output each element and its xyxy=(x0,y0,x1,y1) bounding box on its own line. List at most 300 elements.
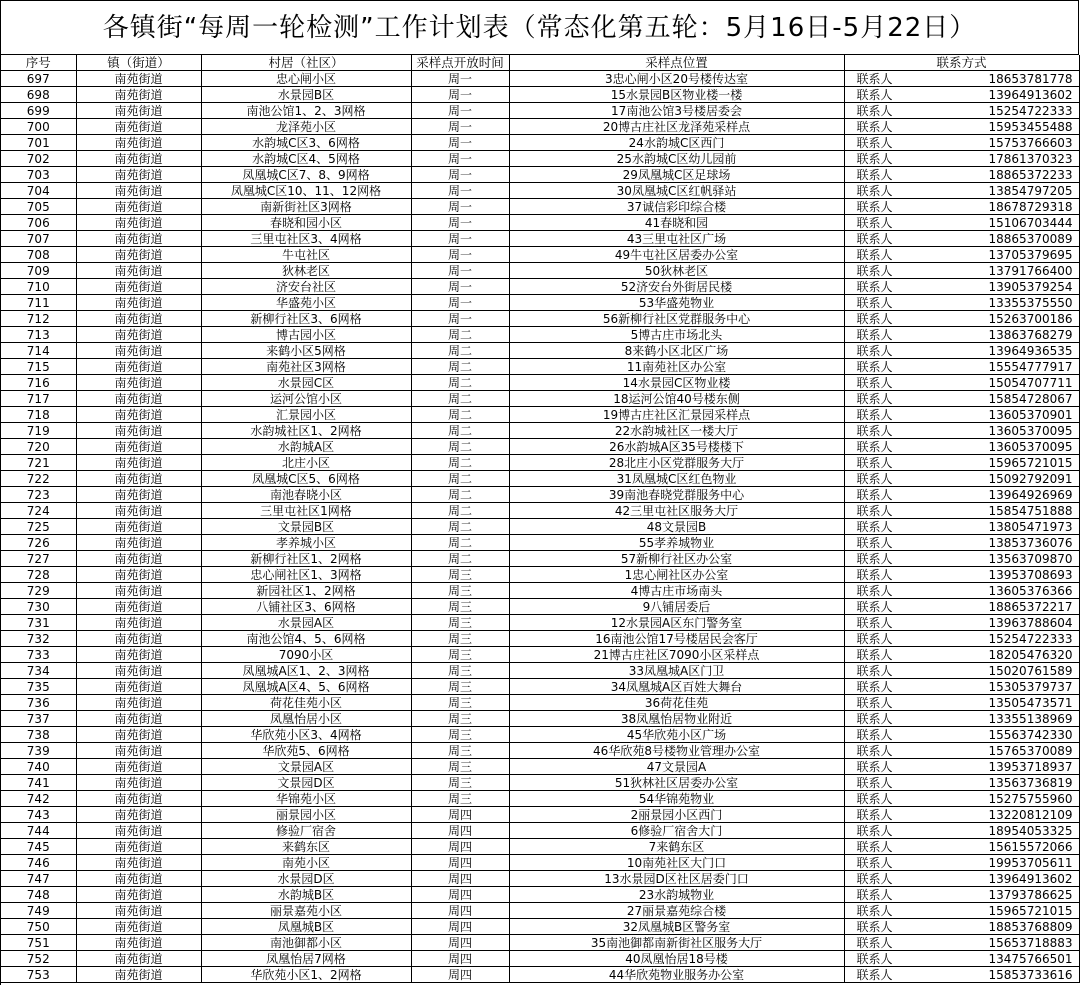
cell-community: 南新街社区3网格 xyxy=(201,199,411,215)
cell-contact xyxy=(844,439,1079,455)
cell-time: 周四 xyxy=(411,919,509,935)
cell-community: 运河公馆小区 xyxy=(201,391,411,407)
contact-person-label: 联系人 xyxy=(856,391,893,406)
contact-wrap xyxy=(845,696,1079,710)
cell-time: 周二 xyxy=(411,343,509,359)
table-row xyxy=(1,359,1079,375)
cell-community: 凤凰城A区4、5、6网格 xyxy=(201,679,411,695)
cell-town: 南苑街道 xyxy=(76,327,201,343)
cell-location: 41春晓和园 xyxy=(509,215,844,231)
cell-location: 1忠心闸社区办公室 xyxy=(509,567,844,583)
cell-time: 周四 xyxy=(411,903,509,919)
cell-contact xyxy=(844,359,1079,375)
table-row xyxy=(1,439,1079,455)
contact-person-label: 联系人 xyxy=(856,119,893,134)
cell-location: 23水韵城物业 xyxy=(509,887,844,903)
cell-seq: 712 xyxy=(1,311,76,327)
contact-person-label: 联系人 xyxy=(856,263,893,278)
cell-location: 29凤凰城C区足球场 xyxy=(509,167,844,183)
cell-town: 南苑街道 xyxy=(76,935,201,951)
cell-community: 济安台社区 xyxy=(201,279,411,295)
cell-seq: 703 xyxy=(1,167,76,183)
cell-time: 周三 xyxy=(411,679,509,695)
cell-contact xyxy=(844,503,1079,519)
cell-contact xyxy=(844,199,1079,215)
contact-wrap xyxy=(845,872,1079,886)
contact-wrap xyxy=(845,360,1079,374)
contact-phone: 18853768809 xyxy=(988,919,1073,934)
contact-wrap xyxy=(845,632,1079,646)
cell-seq: 752 xyxy=(1,951,76,967)
contact-person-label: 联系人 xyxy=(856,583,893,598)
cell-time: 周四 xyxy=(411,967,509,983)
table-row xyxy=(1,311,1079,327)
cell-location: 28北庄小区党群服务大厅 xyxy=(509,455,844,471)
cell-seq: 743 xyxy=(1,807,76,823)
cell-town: 南苑街道 xyxy=(76,455,201,471)
cell-time: 周二 xyxy=(411,375,509,391)
contact-phone: 13355138969 xyxy=(988,711,1073,726)
cell-seq: 713 xyxy=(1,327,76,343)
table-row xyxy=(1,535,1079,551)
table-row xyxy=(1,583,1079,599)
contact-person-label: 联系人 xyxy=(856,823,893,838)
table-row xyxy=(1,551,1079,567)
contact-person-label: 联系人 xyxy=(856,599,893,614)
contact-phone: 15765370089 xyxy=(988,743,1073,758)
cell-contact xyxy=(844,167,1079,183)
cell-contact xyxy=(844,519,1079,535)
cell-contact xyxy=(844,759,1079,775)
contact-wrap xyxy=(845,440,1079,454)
cell-location: 14水景园C区物业楼 xyxy=(509,375,844,391)
cell-contact xyxy=(844,807,1079,823)
cell-community: 三里屯社区1网格 xyxy=(201,503,411,519)
contact-wrap xyxy=(845,248,1079,262)
cell-community: 水韵城C区4、5网格 xyxy=(201,151,411,167)
table-row xyxy=(1,375,1079,391)
contact-wrap xyxy=(845,104,1079,118)
table-row xyxy=(1,695,1079,711)
cell-time: 周一 xyxy=(411,103,509,119)
cell-contact xyxy=(844,695,1079,711)
cell-town: 南苑街道 xyxy=(76,343,201,359)
table-row xyxy=(1,615,1079,631)
contact-person-label: 联系人 xyxy=(856,279,893,294)
contact-phone: 13964913602 xyxy=(988,87,1073,102)
cell-location: 50狄林老区 xyxy=(509,263,844,279)
cell-town: 南苑街道 xyxy=(76,199,201,215)
cell-contact xyxy=(844,487,1079,503)
cell-time: 周二 xyxy=(411,455,509,471)
cell-contact xyxy=(844,647,1079,663)
cell-time: 周一 xyxy=(411,71,509,87)
contact-phone: 15853733616 xyxy=(988,967,1073,982)
contact-wrap xyxy=(845,408,1079,422)
table-row xyxy=(1,775,1079,791)
contact-person-label: 联系人 xyxy=(856,919,893,934)
table-row xyxy=(1,151,1079,167)
cell-location: 19博古庄社区汇景园采样点 xyxy=(509,407,844,423)
contact-person-label: 联系人 xyxy=(856,359,893,374)
contact-wrap xyxy=(845,296,1079,310)
contact-wrap xyxy=(845,680,1079,694)
table-row xyxy=(1,727,1079,743)
cell-location: 31凤凰城C区红色物业 xyxy=(509,471,844,487)
cell-town: 南苑街道 xyxy=(76,551,201,567)
contact-phone: 13475766501 xyxy=(988,951,1073,966)
contact-wrap xyxy=(845,920,1079,934)
cell-location: 8来鹤小区北区广场 xyxy=(509,343,844,359)
cell-contact xyxy=(844,951,1079,967)
cell-community: 新柳行社区1、2网格 xyxy=(201,551,411,567)
cell-contact xyxy=(844,103,1079,119)
cell-time: 周二 xyxy=(411,423,509,439)
cell-time: 周一 xyxy=(411,135,509,151)
cell-town: 南苑街道 xyxy=(76,263,201,279)
contact-person-label: 联系人 xyxy=(856,663,893,678)
table-row xyxy=(1,279,1079,295)
cell-location: 22水韵城社区一楼大厅 xyxy=(509,423,844,439)
cell-seq: 733 xyxy=(1,647,76,663)
contact-person-label: 联系人 xyxy=(856,407,893,422)
contact-wrap xyxy=(845,168,1079,182)
cell-town: 南苑街道 xyxy=(76,631,201,647)
cell-seq: 725 xyxy=(1,519,76,535)
cell-time: 周四 xyxy=(411,807,509,823)
contact-person-label: 联系人 xyxy=(856,135,893,150)
cell-location: 27丽景嘉苑综合楼 xyxy=(509,903,844,919)
header-community: 村居（社区） xyxy=(201,55,411,71)
cell-time: 周四 xyxy=(411,823,509,839)
cell-time: 周三 xyxy=(411,599,509,615)
table-row xyxy=(1,391,1079,407)
contact-wrap xyxy=(845,216,1079,230)
cell-time: 周一 xyxy=(411,247,509,263)
contact-wrap xyxy=(845,184,1079,198)
cell-location: 9八铺居委后 xyxy=(509,599,844,615)
cell-location: 15水景园B区物业楼一楼 xyxy=(509,87,844,103)
contact-person-label: 联系人 xyxy=(856,535,893,550)
cell-town: 南苑街道 xyxy=(76,151,201,167)
header-seq: 序号 xyxy=(1,55,76,71)
contact-person-label: 联系人 xyxy=(856,87,893,102)
contact-wrap xyxy=(845,136,1079,150)
cell-community: 来鹤东区 xyxy=(201,839,411,855)
cell-contact xyxy=(844,823,1079,839)
cell-town: 南苑街道 xyxy=(76,423,201,439)
cell-seq: 717 xyxy=(1,391,76,407)
cell-time: 周三 xyxy=(411,695,509,711)
cell-location: 37诚信彩印综合楼 xyxy=(509,199,844,215)
cell-location: 43三里屯社区广场 xyxy=(509,231,844,247)
header-contact: 联系方式 xyxy=(844,55,1079,71)
contact-person-label: 联系人 xyxy=(856,551,893,566)
contact-person-label: 联系人 xyxy=(856,647,893,662)
cell-time: 周三 xyxy=(411,663,509,679)
cell-contact xyxy=(844,231,1079,247)
cell-community: 文景园B区 xyxy=(201,519,411,535)
cell-community: 华欣苑小区1、2网格 xyxy=(201,967,411,983)
cell-town: 南苑街道 xyxy=(76,439,201,455)
cell-seq: 746 xyxy=(1,855,76,871)
cell-contact xyxy=(844,839,1079,855)
cell-time: 周一 xyxy=(411,311,509,327)
cell-seq: 731 xyxy=(1,615,76,631)
cell-location: 13水景园D区社区居委门口 xyxy=(509,871,844,887)
cell-seq: 730 xyxy=(1,599,76,615)
contact-phone: 13953708693 xyxy=(988,567,1073,582)
cell-location: 10南苑社区大门口 xyxy=(509,855,844,871)
table-row xyxy=(1,263,1079,279)
cell-town: 南苑街道 xyxy=(76,711,201,727)
cell-town: 南苑街道 xyxy=(76,215,201,231)
contact-phone: 13705379695 xyxy=(988,247,1073,262)
contact-person-label: 联系人 xyxy=(856,855,893,870)
cell-contact xyxy=(844,295,1079,311)
cell-seq: 748 xyxy=(1,887,76,903)
cell-community: 凤凰怡居小区 xyxy=(201,711,411,727)
cell-seq: 737 xyxy=(1,711,76,727)
cell-location: 36荷花佳苑 xyxy=(509,695,844,711)
table-row xyxy=(1,199,1079,215)
cell-town: 南苑街道 xyxy=(76,103,201,119)
cell-seq: 699 xyxy=(1,103,76,119)
cell-location: 2丽景园小区西门 xyxy=(509,807,844,823)
table-row xyxy=(1,247,1079,263)
cell-location: 34凤凰城A区百姓大舞台 xyxy=(509,679,844,695)
cell-time: 周二 xyxy=(411,407,509,423)
cell-location: 45华欣苑小区广场 xyxy=(509,727,844,743)
table-row xyxy=(1,327,1079,343)
cell-time: 周四 xyxy=(411,871,509,887)
contact-person-label: 联系人 xyxy=(856,695,893,710)
cell-community: 华锦苑小区 xyxy=(201,791,411,807)
cell-time: 周二 xyxy=(411,327,509,343)
table-row xyxy=(1,855,1079,871)
cell-seq: 747 xyxy=(1,871,76,887)
contact-person-label: 联系人 xyxy=(856,775,893,790)
cell-town: 南苑街道 xyxy=(76,295,201,311)
contact-phone: 15092792091 xyxy=(988,471,1073,486)
contact-phone: 18954053325 xyxy=(988,823,1073,838)
contact-wrap xyxy=(845,600,1079,614)
cell-location: 49牛屯社区居委办公室 xyxy=(509,247,844,263)
cell-location: 51狄林社区居委办公室 xyxy=(509,775,844,791)
cell-seq: 753 xyxy=(1,967,76,983)
cell-seq: 749 xyxy=(1,903,76,919)
cell-time: 周二 xyxy=(411,439,509,455)
contact-person-label: 联系人 xyxy=(856,151,893,166)
cell-location: 18运河公馆40号楼东侧 xyxy=(509,391,844,407)
cell-contact xyxy=(844,71,1079,87)
cell-community: 水景园C区 xyxy=(201,375,411,391)
contact-wrap xyxy=(845,88,1079,102)
cell-town: 南苑街道 xyxy=(76,279,201,295)
cell-community: 忠心闸社区1、3网格 xyxy=(201,567,411,583)
contact-person-label: 联系人 xyxy=(856,759,893,774)
cell-seq: 724 xyxy=(1,503,76,519)
cell-community: 凤凰城A区1、2、3网格 xyxy=(201,663,411,679)
contact-phone: 15263700186 xyxy=(988,311,1073,326)
cell-location: 4博古庄市场南头 xyxy=(509,583,844,599)
cell-community: 水景园D区 xyxy=(201,871,411,887)
contact-person-label: 联系人 xyxy=(856,871,893,886)
cell-community: 新园社区1、2网格 xyxy=(201,583,411,599)
cell-contact xyxy=(844,599,1079,615)
cell-contact xyxy=(844,711,1079,727)
table-row xyxy=(1,679,1079,695)
cell-location: 54华锦苑物业 xyxy=(509,791,844,807)
contact-wrap xyxy=(845,536,1079,550)
cell-community: 南苑小区 xyxy=(201,855,411,871)
contact-person-label: 联系人 xyxy=(856,679,893,694)
contact-phone: 13605370095 xyxy=(988,439,1073,454)
contact-phone: 13563736819 xyxy=(988,775,1073,790)
contact-phone: 15615572066 xyxy=(988,839,1073,854)
contact-phone: 13805471973 xyxy=(988,519,1073,534)
cell-location: 11南苑社区办公室 xyxy=(509,359,844,375)
cell-seq: 745 xyxy=(1,839,76,855)
cell-community: 南池御都小区 xyxy=(201,935,411,951)
cell-contact xyxy=(844,903,1079,919)
cell-time: 周三 xyxy=(411,647,509,663)
table-row xyxy=(1,791,1079,807)
cell-seq: 709 xyxy=(1,263,76,279)
cell-location: 21博古庄社区7090小区采样点 xyxy=(509,647,844,663)
cell-location: 6修验厂宿舍大门 xyxy=(509,823,844,839)
cell-community: 南池公馆1、2、3网格 xyxy=(201,103,411,119)
contact-phone: 18865372233 xyxy=(988,167,1073,182)
contact-wrap xyxy=(845,520,1079,534)
cell-time: 周三 xyxy=(411,631,509,647)
cell-town: 南苑街道 xyxy=(76,743,201,759)
contact-person-label: 联系人 xyxy=(856,295,893,310)
cell-town: 南苑街道 xyxy=(76,375,201,391)
contact-person-label: 联系人 xyxy=(856,423,893,438)
contact-phone: 15054707711 xyxy=(988,375,1073,390)
cell-contact xyxy=(844,775,1079,791)
contact-wrap xyxy=(845,328,1079,342)
contact-phone: 17861370323 xyxy=(988,151,1073,166)
cell-time: 周一 xyxy=(411,183,509,199)
cell-time: 周二 xyxy=(411,359,509,375)
cell-community: 凤凰怡居7网格 xyxy=(201,951,411,967)
cell-community: 凤凰城C区5、6网格 xyxy=(201,471,411,487)
contact-person-label: 联系人 xyxy=(856,199,893,214)
cell-seq: 734 xyxy=(1,663,76,679)
cell-contact xyxy=(844,247,1079,263)
cell-time: 周二 xyxy=(411,551,509,567)
cell-seq: 739 xyxy=(1,743,76,759)
cell-location: 52济安台外街居民楼 xyxy=(509,279,844,295)
contact-phone: 13220812109 xyxy=(988,807,1073,822)
cell-community: 修验厂宿舍 xyxy=(201,823,411,839)
cell-community: 文景园D区 xyxy=(201,775,411,791)
cell-contact xyxy=(844,887,1079,903)
table-row xyxy=(1,807,1079,823)
cell-time: 周三 xyxy=(411,775,509,791)
contact-person-label: 联系人 xyxy=(856,935,893,950)
cell-seq: 702 xyxy=(1,151,76,167)
contact-phone: 15554777917 xyxy=(988,359,1073,374)
contact-person-label: 联系人 xyxy=(856,103,893,118)
contact-wrap xyxy=(845,776,1079,790)
cell-town: 南苑街道 xyxy=(76,775,201,791)
contact-wrap xyxy=(845,552,1079,566)
cell-community: 丽景嘉苑小区 xyxy=(201,903,411,919)
table-row xyxy=(1,935,1079,951)
cell-seq: 740 xyxy=(1,759,76,775)
cell-contact xyxy=(844,423,1079,439)
contact-person-label: 联系人 xyxy=(856,327,893,342)
cell-contact xyxy=(844,551,1079,567)
contact-wrap xyxy=(845,952,1079,966)
contact-phone: 13505473571 xyxy=(988,695,1073,710)
cell-town: 南苑街道 xyxy=(76,407,201,423)
table-row xyxy=(1,471,1079,487)
cell-location: 57新柳行社区办公室 xyxy=(509,551,844,567)
cell-contact xyxy=(844,583,1079,599)
cell-time: 周一 xyxy=(411,279,509,295)
cell-seq: 697 xyxy=(1,71,76,87)
cell-town: 南苑街道 xyxy=(76,247,201,263)
cell-contact xyxy=(844,327,1079,343)
header-time: 采样点开放时间 xyxy=(411,55,509,71)
cell-town: 南苑街道 xyxy=(76,519,201,535)
contact-person-label: 联系人 xyxy=(856,71,893,86)
cell-time: 周四 xyxy=(411,839,509,855)
cell-contact xyxy=(844,679,1079,695)
contact-phone: 13355375550 xyxy=(988,295,1073,310)
table-row xyxy=(1,135,1079,151)
contact-wrap xyxy=(845,792,1079,806)
contact-wrap xyxy=(845,616,1079,630)
header-town: 镇（街道） xyxy=(76,55,201,71)
table-row xyxy=(1,167,1079,183)
cell-community: 北庄小区 xyxy=(201,455,411,471)
cell-town: 南苑街道 xyxy=(76,855,201,871)
cell-town: 南苑街道 xyxy=(76,503,201,519)
cell-time: 周四 xyxy=(411,855,509,871)
table-row xyxy=(1,743,1079,759)
cell-seq: 741 xyxy=(1,775,76,791)
cell-location: 39南池春晓党群服务中心 xyxy=(509,487,844,503)
cell-community: 博古园小区 xyxy=(201,327,411,343)
cell-contact xyxy=(844,935,1079,951)
cell-town: 南苑街道 xyxy=(76,391,201,407)
contact-phone: 13964926969 xyxy=(988,487,1073,502)
cell-community: 来鹤小区5网格 xyxy=(201,343,411,359)
contact-person-label: 联系人 xyxy=(856,183,893,198)
contact-phone: 15020761589 xyxy=(988,663,1073,678)
cell-seq: 701 xyxy=(1,135,76,151)
table-header-row xyxy=(1,55,1079,71)
cell-town: 南苑街道 xyxy=(76,71,201,87)
cell-seq: 738 xyxy=(1,727,76,743)
cell-seq: 707 xyxy=(1,231,76,247)
contact-wrap xyxy=(845,488,1079,502)
contact-phone: 15305379737 xyxy=(988,679,1073,694)
cell-contact xyxy=(844,791,1079,807)
cell-time: 周二 xyxy=(411,391,509,407)
cell-time: 周一 xyxy=(411,199,509,215)
table-row xyxy=(1,487,1079,503)
contact-phone: 13605370095 xyxy=(988,423,1073,438)
cell-contact xyxy=(844,567,1079,583)
cell-community: 龙泽苑小区 xyxy=(201,119,411,135)
contact-person-label: 联系人 xyxy=(856,471,893,486)
